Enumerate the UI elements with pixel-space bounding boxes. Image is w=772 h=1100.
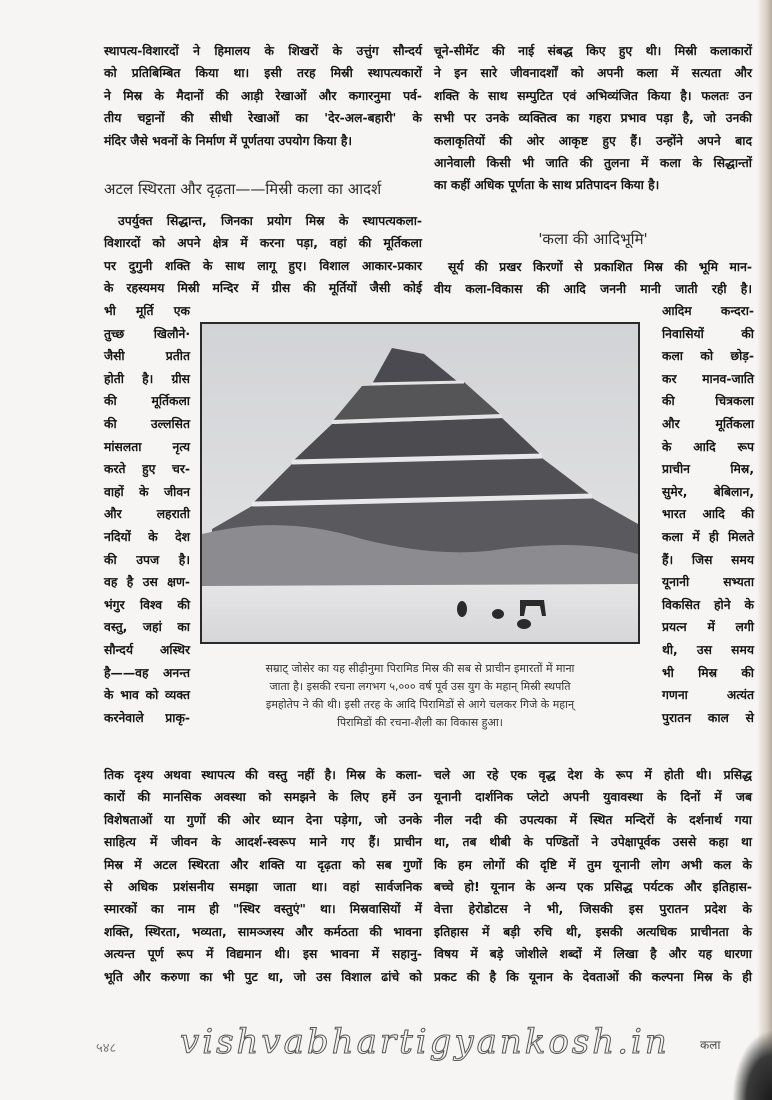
text-line: कि हम लोगों की दृष्टि में तुम यूनानी लोग अभी कल के <box>434 857 752 872</box>
text-line: के आदि रूप <box>662 439 754 454</box>
section1-narrow-column <box>104 300 190 729</box>
caption-line: सम्राट् जोसेर का यह सीढ़ीनुमा पिरामिड मिस्र की सब से प्राचीन इमारतों में माना <box>265 662 575 675</box>
text-line: उपर्युक्त सिद्धान्त, जिनका प्रयोग मिस्र के स्थापत्यकला- <box>118 214 422 228</box>
section-heading-egyptian-ideal: अटल स्थिरता और दृढ़ता——मिस्री कला का आदर्श <box>104 180 382 198</box>
text-line: करते हुए चर- <box>104 462 190 477</box>
text-line: मिस्र में अटल स्थिरता और शक्ति या दृढ़ता को सब गुणों <box>104 857 422 872</box>
text-line: सौन्दर्य अस्थिर <box>104 642 190 657</box>
person-figure <box>492 609 504 619</box>
text-line: स्मारकों का नाम ही "स्थिर वस्तुएं" था। मिस्रवासियों में <box>104 902 422 917</box>
text-line: भी मिस्र की <box>662 665 754 680</box>
text-line: विशेषताओं या गुणों की ओर ध्यान देना पड़ेगा, जो उनके <box>104 812 422 827</box>
text-line: भंगुर विश्व की <box>104 597 190 612</box>
text-line: की उल्लसित <box>104 416 190 431</box>
text-line: विषय में बड़े जोशीले शब्दों में लिखा है और यह धारणा <box>434 947 752 962</box>
caption-line: पिरामिडों की रचना-शैली का विकास हुआ। <box>337 716 503 729</box>
text-line: गणना अत्यंत <box>662 688 754 703</box>
text-line: करनेवाले प्राकृ- <box>104 710 190 725</box>
page-edge-shadow <box>758 0 772 1100</box>
text-line: कारों की मानसिक अवस्था को समझने के लिए हमें उन <box>104 790 422 805</box>
running-title: कला <box>700 1038 721 1052</box>
text-line: साहित्य में जीवन के आदर्श-स्वरूप माने गए हैं। प्राचीन <box>104 835 422 850</box>
section-heading-cradle-of-art: 'कला की आदिभूमि' <box>538 230 648 248</box>
section1-intro <box>104 210 422 300</box>
text-line: सभी पर उनके व्यक्तित्व का गहरा प्रभाव पड़ा है, जो उनकी <box>434 111 752 126</box>
text-line: आनेवाली किसी भी जाति की तुलना में कला के सिद्धान्तों <box>434 156 752 171</box>
person-figure <box>517 619 531 629</box>
section1-continuation <box>104 764 422 988</box>
text-line: भूति और करुणा का भी पुट था, जो उस विशाल ढांचे को <box>104 969 422 984</box>
text-line: कला में ही मिलते <box>662 529 754 544</box>
text-line: और लहराती <box>104 507 190 522</box>
text-line: अत्यन्त पूर्ण रूप में विद्यमान थी। इस भावना में सहानु- <box>104 947 422 962</box>
text-line: को प्रतिबिम्बित किया था। इसी तरह मिस्री स्थापत्यकारों <box>104 66 422 81</box>
text-line: पुरातन काल से <box>662 710 754 725</box>
text-line: बच्चे हो! यूनान के अन्य एक प्रसिद्ध पर्यटक और इतिहास- <box>434 880 752 895</box>
text-line: वह है उस क्षण- <box>104 575 190 590</box>
text-line: शक्ति, स्थिरता, भव्यता, सामञ्जस्य और कर्मठता की भावना <box>104 924 422 939</box>
text-line: की चित्रकला <box>662 394 754 409</box>
text-line: नदियों के देश <box>104 529 190 544</box>
ledge-highlight <box>372 382 464 384</box>
text-line: विकसित होने के <box>662 597 754 612</box>
text-line: हैं। जिस समय <box>662 552 754 567</box>
text-line: था, तब थीबी के पण्डितों ने उपेक्षापूर्वक उससे कहा था <box>434 835 752 850</box>
text-line: का कहीं अधिक पूर्णता के साथ प्रतिपादन किया है। <box>434 178 660 193</box>
text-line: यूनानी दार्शनिक प्लेटो अपनी युवावस्था के दिनों में जब <box>434 790 752 805</box>
text-line: मंदिर जैसे भवनों के निर्माण में पूर्णतया उपयोग किया है। <box>104 133 353 148</box>
text-line: यूनानी सभ्यता <box>662 575 754 590</box>
text-line: वेत्ता हेरोडोटस ने भी, जिसकी इस पुरातन प्रदेश के <box>434 902 752 917</box>
text-line: सुमेर, बेबिलान, <box>662 484 754 499</box>
text-line: के भाव को व्यक्त <box>104 688 190 703</box>
text-line: कला को छोड़- <box>662 349 754 364</box>
text-line: इतिहास में बड़ी रुचि थी, इसकी अत्यधिक प्राचीनता के <box>434 924 752 939</box>
text-line: तिक दृश्य अथवा स्थापत्य की वस्तु नहीं है। मिस्र के कला- <box>104 768 422 782</box>
text-line: ने इन सारे जीवनादर्शों को अपनी कला में सत्यता और <box>434 66 752 81</box>
person-figure <box>457 601 467 617</box>
left-column-top <box>104 40 422 152</box>
text-line: नील नदी की उपत्यका में स्थित मन्दिरों के दर्शनार्थ गया <box>434 812 752 827</box>
text-line: शक्ति के साथ सम्पुटित एवं अभिव्यंजित किया है। फलतः उन <box>434 88 752 103</box>
text-line: निवासियों की <box>662 326 754 341</box>
text-line: होती है। ग्रीस <box>104 371 190 386</box>
text-line: स्थापत्य-विशारदों ने हिमालय के शिखरों के उत्तुंग सौन्दर्य <box>104 44 422 58</box>
figure-caption <box>190 660 650 732</box>
text-line: वीय कला-विकास की आदि जननी मानी जाती रही है। <box>434 282 752 297</box>
section2-intro <box>434 256 752 301</box>
text-line: भारत आदि की <box>662 507 754 522</box>
text-line: जैसी प्रतीत <box>104 349 190 364</box>
caption-line: इमहोतेप ने की थी। इसी तरह के आदि पिरामिडों से आगे चलकर गिजे के महान् <box>265 698 575 711</box>
step-pyramid-photo <box>200 322 640 644</box>
pyramid-illustration <box>202 324 638 642</box>
text-line: सूर्य की प्रखर किरणों से प्रकाशित मिस्र की भूमि मान- <box>448 260 752 274</box>
text-line: प्रयत्न में लगी <box>662 620 754 635</box>
watermark: vishvabhartigyankosh.in <box>180 1022 670 1062</box>
text-line: चूने-सीमेंट की नाई संबद्ध किए हुए थी। मिस्री कलाकारों <box>434 44 752 58</box>
page-curl-shadow <box>732 1030 772 1100</box>
text-line: वस्तु, जहां का <box>104 620 190 635</box>
text-line: भी मूर्ति एक <box>104 304 190 318</box>
text-line: तीय चट्टानों की सीधी रेखाओं का 'देर-अल-बहारी' के <box>104 111 422 126</box>
right-column-top <box>434 40 752 197</box>
text-line: और मूर्तिकला <box>662 416 754 431</box>
text-line: थी, उस समय <box>662 642 754 657</box>
text-line: प्राचीन मिस्र, <box>662 462 754 477</box>
text-line: ने मिस्र के मैदानों की आड़ी रेखाओं और कगारनुमा पर्व- <box>104 88 422 103</box>
text-line: वाहों के जीवन <box>104 484 190 499</box>
text-line: पर दुगुनी शक्ति के साथ लागू हुए। विशाल आकार-प्रकार <box>104 258 422 273</box>
text-line: विशारदों को अपने क्षेत्र में करना पड़ा, वहां की मूर्तिकला <box>104 236 422 251</box>
text-line: की मूर्तिकला <box>104 394 190 409</box>
text-line: से अधिक प्रशंसनीय समझा जाता था। वहां सार्वजनिक <box>104 880 422 895</box>
text-line: आदिम कन्दरा- <box>662 304 754 318</box>
text-line: मांसलता नृत्य <box>104 439 190 454</box>
text-line: की उपज है। <box>104 552 190 567</box>
text-line: चले आ रहे एक वृद्ध देश के रूप में होती थी। प्रसिद्ध <box>434 768 752 782</box>
caption-line: जाता है। इसकी रचना लगभग ५,००० वर्ष पूर्व उस युग के महान् मिस्री स्थपति <box>269 680 571 693</box>
page-number: ५४८ <box>96 1041 117 1056</box>
section2-continuation <box>434 764 752 988</box>
text-line: के रहस्यमय मिस्री मन्दिर में ग्रीस की मूर्तियों जैसी कोई <box>104 281 422 296</box>
text-line: तुच्छ खिलौने· <box>104 326 190 341</box>
text-line: कलाकृतियों की ओर आकृष्ट हुए हैं। उन्होंने अपने बाद <box>434 133 752 148</box>
text-line: प्रकट की है कि यूनान के देवताओं की कल्पना मिस्र के ही <box>434 969 752 984</box>
text-line: है——वह अनन्त <box>104 665 190 680</box>
section2-narrow-column <box>662 300 754 729</box>
text-line: कर मानव-जाति <box>662 371 754 386</box>
